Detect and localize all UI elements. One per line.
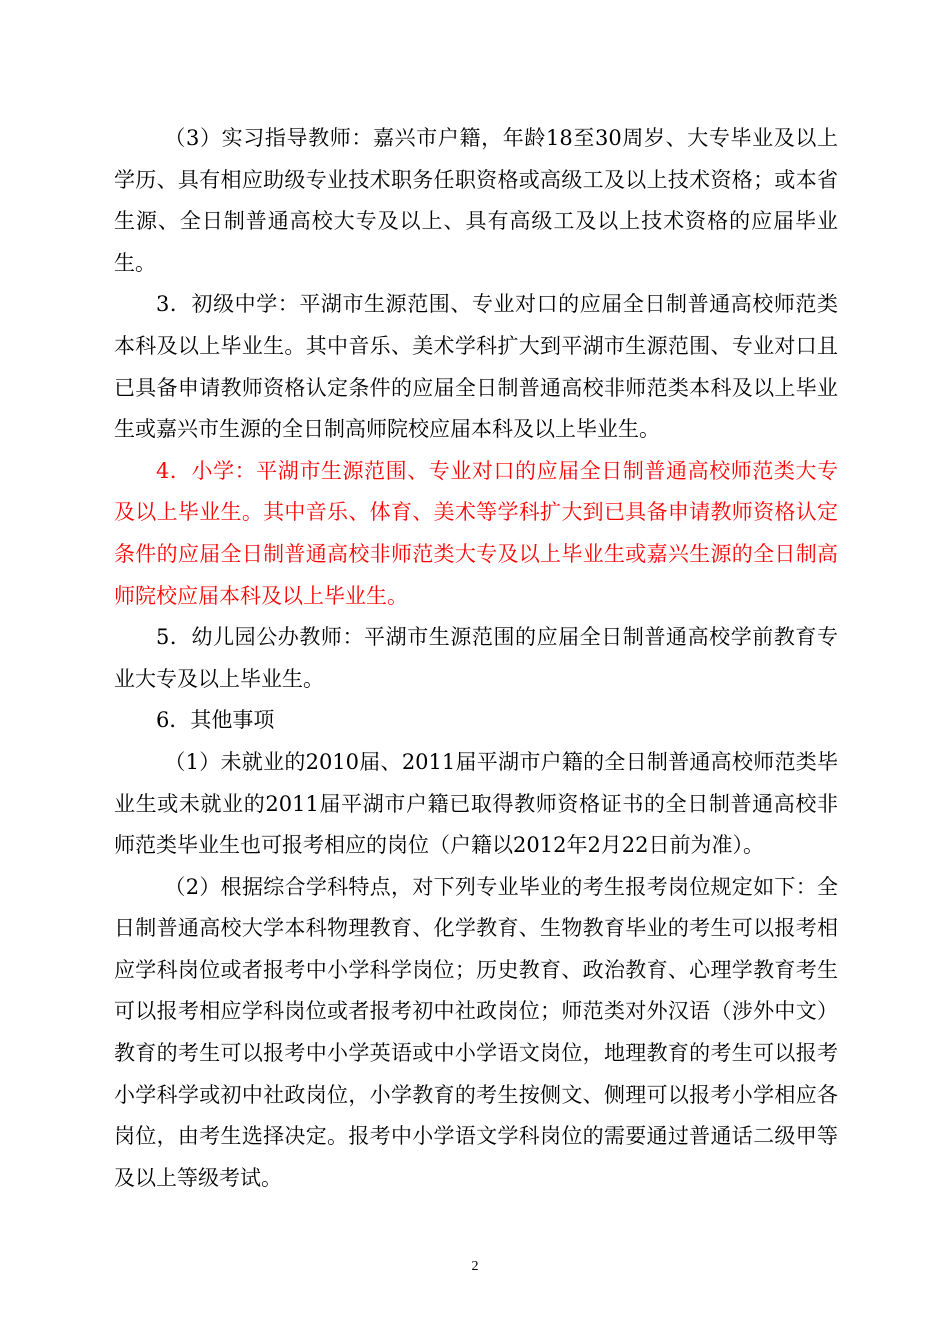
- paragraph-other-matters-2: （2）根据综合学科特点，对下列专业毕业的考生报考岗位规定如下：全日制普通高校大学本科物理教育、化学教育、生物教育毕业的考生可以报考相应学科岗位或者报考中小学科学岗位；历史教育、政治教育、心理学教育考生可以报考相应学科岗位或者报考初中社政岗位；师范类对外汉语（涉外中文）教育的考生可以报考中小学英语或中小学语文岗位，地理教育的考生可以报考小学科学或初中社政岗位，小学教育的考生按侧文、侧理可以报考小学相应各岗位，由考生选择决定。报考中小学语文学科岗位的需要通过普通话二级甲等及以上等级考试。: [114, 874, 838, 1190]
- paragraph-primary-school: 4．小学：平湖市生源范围、专业对口的应届全日制普通高校师范类大专及以上毕业生。其中音乐、体育、美术等学科扩大到已具备申请教师资格认定条件的应届全日制普通高校非师范类大专及以上毕业生或嘉兴生源的全日制高师院校应届本科及以上毕业生。: [114, 458, 838, 608]
- paragraph-junior-middle-school: 3．初级中学：平湖市生源范围、专业对口的应届全日制普通高校师范类本科及以上毕业生。其中音乐、美术学科扩大到平湖市生源范围、专业对口且已具备申请教师资格认定条件的应届全日制普通高校非师范类本科及以上毕业生或嘉兴市生源的全日制高师院校应届本科及以上毕业生。: [114, 292, 838, 442]
- page-number: 2: [471, 1259, 479, 1274]
- document-body: [114, 118, 838, 1199]
- paragraph-other-matters-heading: 6．其他事项: [156, 708, 275, 733]
- paragraph-intern-teacher: （3）实习指导教师：嘉兴市户籍，年龄18至30周岁、大专毕业及以上学历、具有相应助级专业技术职务任职资格或高级工及以上技术资格；或本省生源、全日制普通高校大专及以上、具有高级工及以上技术资格的应届毕业生。: [114, 126, 838, 275]
- paragraph-other-matters-1: （1）未就业的2010届、2011届平湖市户籍的全日制普通高校师范类毕业生或未就业的2011届平湖市户籍已取得教师资格证书的全日制普通高校非师范类毕业生也可报考相应的岗位（户籍以2012年2月22日前为准）。: [114, 749, 838, 858]
- paragraph-kindergarten: 5．幼儿园公办教师：平湖市生源范围的应届全日制普通高校学前教育专业大专及以上毕业生。: [114, 625, 838, 691]
